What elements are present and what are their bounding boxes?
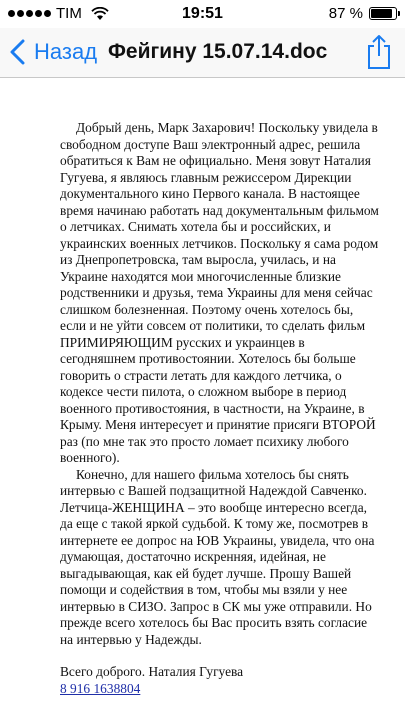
carrier-label: TIM [56,5,82,22]
paragraph-greeting: Добрый день, Марк Захарович! Поскольку увидела в свободном доступе Ваш электронный адрес, решила обратиться к Вам не официально. Меня зовут Наталия Гугуева, я являюсь главным режиссером Дирекции документального кино Первого канала. В настоящее время начинаю работать над документальным фильмом о летчиках. Снимать хотела бы и российских, и украинских военных летчиков. Поскольку я сама родом из Днепропетровска, там выросла, училась, и на Украине находятся мои многочисленные близкие родственники и друзья, тема Украины для меня сейчас слишком болезненная. Поэтому очень хотелось бы, если и не уйти совсем от политики, то сделать фильм ПРИМИРЯЮЩИМ русских и украинцев в сегодняшнем противостоянии. Хотелось бы больше говорить о страсти летать для каждого летчика, о кодексе чести пилота, о сложном выборе в период военного противостояния, в частности, на Украине, в Крыму. Меня интересует и принятие присяги ВТОРОЙ раз (по мне так это просто ломает психику любого военного). [60,120,379,465]
status-right [329,5,397,22]
signature: Всего доброго. Наталия Гугуева [60,664,244,679]
battery-icon [369,7,397,20]
status-time: 19:51 [182,5,223,22]
chevron-left-icon [8,39,28,65]
battery-percent: 87 % [328,5,363,22]
document-body [60,120,380,697]
document-title: Фейгину 15.07.14.doc [108,40,328,63]
battery-level [371,9,392,18]
paragraph-request: Конечно, для нашего фильма хотелось бы снять интервью с Вашей подзащитной Надеждой Савченко. Летчица-ЖЕНЩИНА – это вообще интересно всегда, да еще с такой яркой судьбой. К тому же, посмотрев в интернете ее допрос на ЮВ Украины, увидела, что она думающая, достаточно искренняя, идейная, не выгадывающая, как ей будет лучше. Прошу Вашей помощи и содействия в том, чтобы мы взяли у нее интервью в СИЗО. Запрос в СК мы уже отправили. Но прежде всего хотелось бы Вас просить взять согласие на интервью у Надежды. [60,466,375,647]
back-button[interactable] [8,36,97,68]
share-icon[interactable] [363,34,395,70]
phone-link[interactable]: 8 916 1638804 [60,680,141,696]
navigation-bar [0,28,405,78]
back-label: Назад [34,39,98,64]
status-bar [0,0,405,28]
